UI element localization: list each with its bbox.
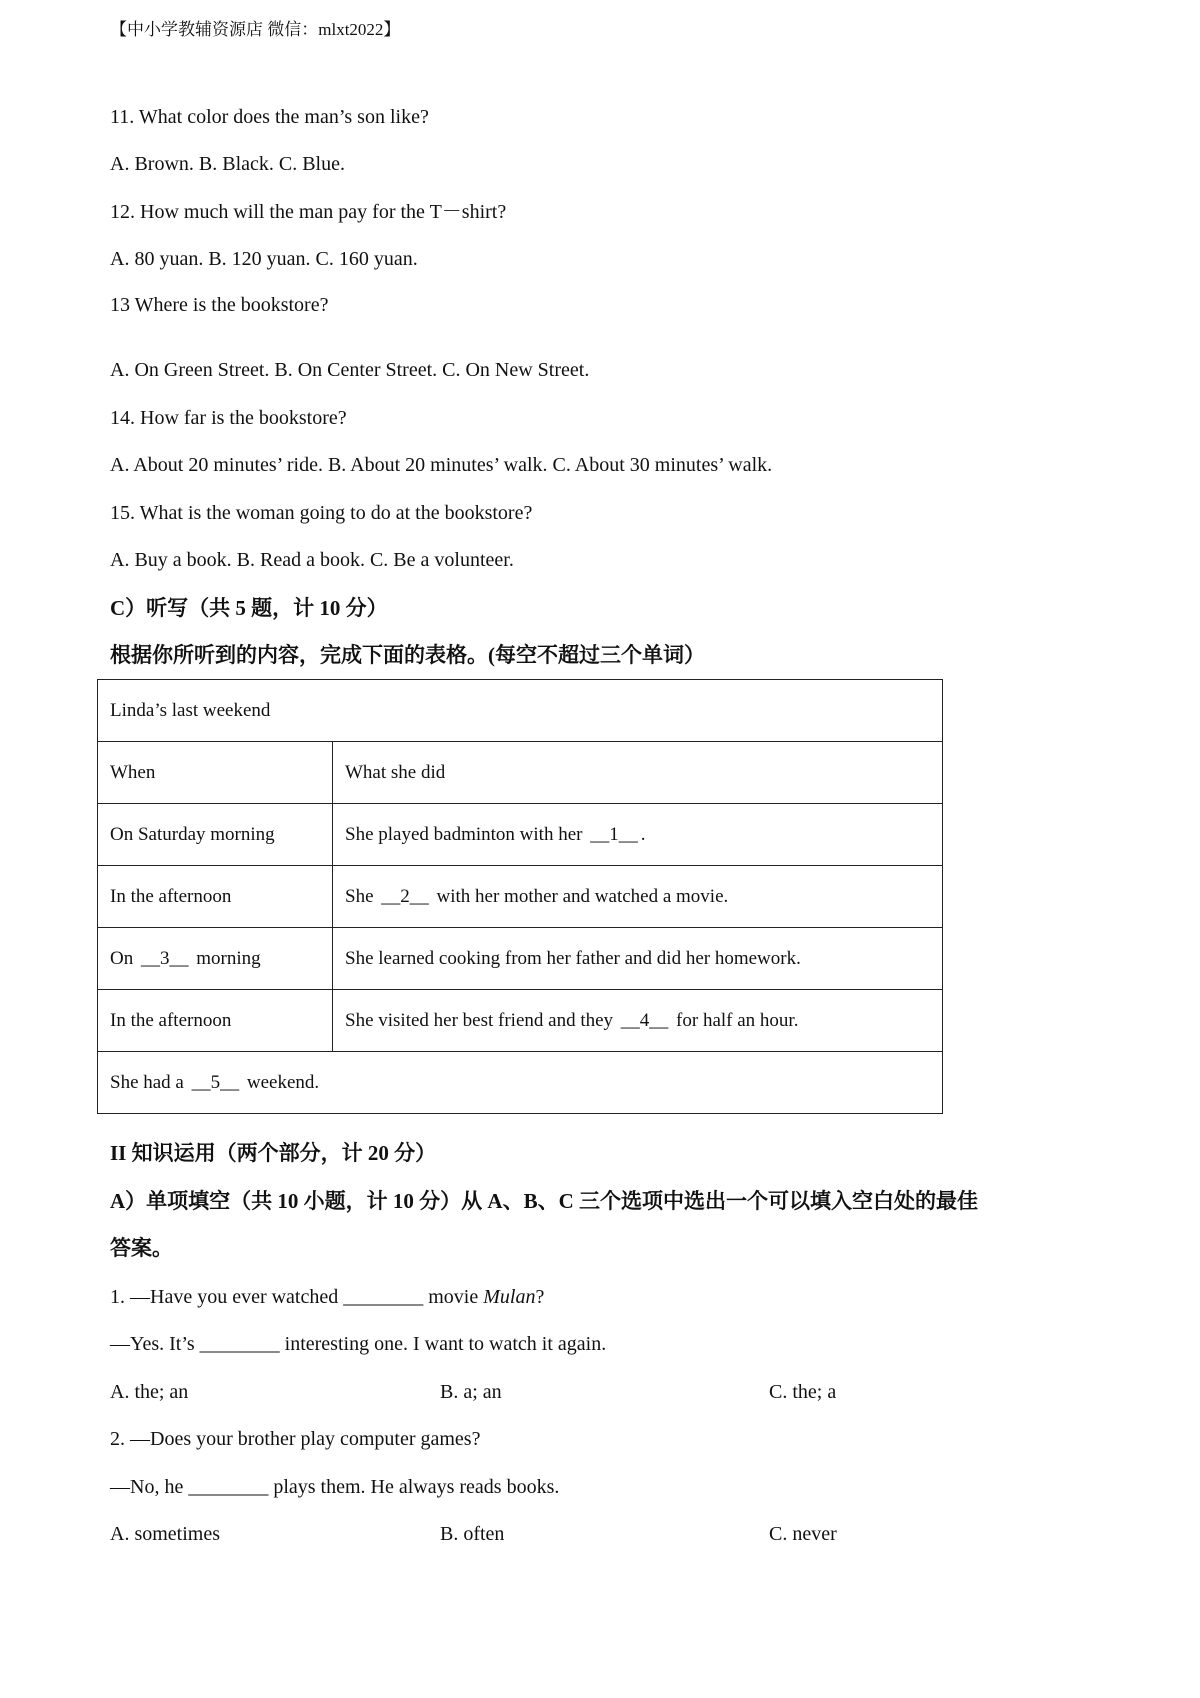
table-row	[98, 928, 943, 990]
what-text: She	[345, 885, 379, 907]
dictation-table	[97, 679, 943, 1114]
when-text: In the afternoon	[110, 1009, 232, 1031]
options-14: A. About 20 minutes’ ride. B. About 20 minutes’ walk. C. About 30 minutes’ walk.	[110, 454, 773, 476]
what-text: She visited her best friend and they	[345, 1009, 618, 1031]
mc-question-2: 2. —Does your brother play computer games?	[110, 1428, 481, 1450]
what-text: She learned cooking from her father and did her homework.	[345, 947, 801, 969]
col-header-what: What she did	[333, 742, 943, 804]
section-c-title: C）听写（共 5 题，计 10 分）	[110, 596, 388, 620]
blank-3: __3__	[140, 947, 189, 969]
question-14: 14. How far is the bookstore?	[110, 407, 347, 429]
question-13: 13 Where is the bookstore?	[110, 294, 329, 316]
blank-2: __2__	[381, 885, 429, 907]
footer-text-end: weekend.	[246, 1071, 320, 1093]
mc-1-option-a: A. the; an	[110, 1381, 189, 1403]
question-15: 15. What is the woman going to do at the bookstore?	[110, 502, 533, 524]
table-row	[98, 866, 943, 928]
options-12: A. 80 yuan. B. 120 yuan. C. 160 yuan.	[110, 248, 418, 270]
mc-2-option-a: A. sometimes	[110, 1523, 220, 1545]
mc-1-option-c: C. the; a	[769, 1381, 837, 1403]
part-2a-instructions: A）单项填空（共 10 小题，计 10 分）从 A、B、C 三个选项中选出一个可以填入空白处的最佳	[110, 1189, 979, 1213]
when-text: On Saturday morning	[110, 823, 275, 845]
part-2-title: II 知识运用（两个部分，计 20 分）	[110, 1141, 437, 1165]
options-15: A. Buy a book. B. Read a book. C. Be a volunteer.	[110, 549, 514, 571]
table-row	[98, 804, 943, 866]
section-c-instructions: 根据你所听到的内容，完成下面的表格。(每空不超过三个单词）	[110, 643, 705, 667]
what-text: She played badminton with her	[345, 823, 588, 845]
part-2a-instructions-cont: 答案。	[110, 1236, 173, 1260]
mc-question-1: 1. —Have you ever watched ________ movie Mulan?	[110, 1286, 545, 1308]
blank-5: __5__	[191, 1071, 240, 1093]
table-title: Linda’s last weekend	[98, 680, 943, 742]
what-text-end: for half an hour.	[676, 1009, 799, 1031]
table-row	[98, 990, 943, 1052]
table-footer	[98, 1052, 943, 1114]
mc-2-option-c: C. never	[769, 1523, 837, 1545]
mc-question-2-reply: —No, he ________ plays them. He always reads books.	[110, 1476, 560, 1498]
question-11: 11. What color does the man’s son like?	[110, 106, 429, 128]
when-text: In the afternoon	[110, 885, 232, 907]
watermark-header: 【中小学教辅资源店 微信：mlxt2022】	[110, 20, 401, 39]
mc-2-option-b: B. often	[440, 1523, 505, 1545]
when-text-end: morning	[196, 947, 261, 969]
blank-4: __4__	[620, 1009, 669, 1031]
blank-1: __1__	[590, 823, 638, 845]
when-text: On	[110, 947, 138, 969]
options-13: A. On Green Street. B. On Center Street. C. On New Street.	[110, 359, 590, 381]
footer-text: She had a	[110, 1071, 189, 1093]
options-11: A. Brown. B. Black. C. Blue.	[110, 153, 345, 175]
mc-question-1-reply: —Yes. It’s ________ interesting one. I want to watch it again.	[110, 1333, 607, 1355]
question-12: 12. How much will the man pay for the T－shirt?	[110, 201, 507, 223]
what-text-end: with her mother and watched a movie.	[431, 885, 729, 907]
what-text-end: .	[640, 823, 646, 845]
mc-1-option-b: B. a; an	[440, 1381, 502, 1403]
col-header-when: When	[98, 742, 333, 804]
